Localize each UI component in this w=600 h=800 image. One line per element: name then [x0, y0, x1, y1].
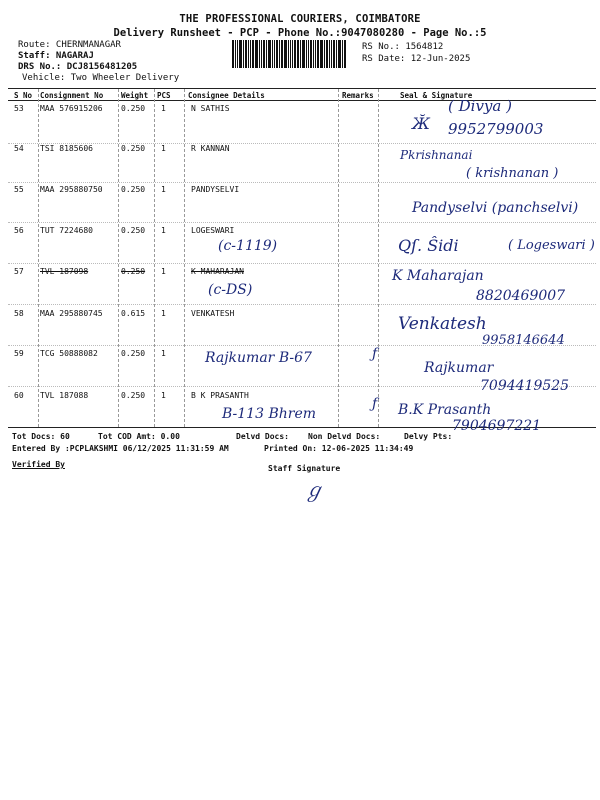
barcode-bar [288, 40, 289, 68]
row-pcs: 1 [161, 349, 166, 358]
row-pcs: 1 [161, 267, 166, 276]
row-divider [8, 143, 596, 144]
barcode-bar [252, 40, 254, 68]
row-weight: 0.250 [121, 144, 146, 153]
row-consignee: R KANNAN [191, 144, 230, 153]
row-sno: 56 [14, 226, 24, 235]
route-label: Route: CHERNMANAGAR [18, 40, 121, 50]
barcode-bar [302, 40, 305, 68]
barcode-bar [290, 40, 291, 68]
row-pcs: 1 [161, 185, 166, 194]
col-header-signature: Seal & Signature [400, 91, 473, 100]
signature-mark: ƒ [372, 396, 378, 412]
row-sno: 54 [14, 144, 24, 153]
handwritten-phone: 7094419525 [480, 378, 570, 394]
barcode-bar [235, 40, 236, 68]
col-sep [154, 89, 155, 427]
signature-mark: Qſ. Ŝidi [398, 236, 459, 255]
barcode-bar [342, 40, 343, 68]
row-consignment: MAA 295880745 [40, 309, 103, 318]
handwritten-phone: 9958146644 [482, 333, 565, 348]
row-pcs: 1 [161, 309, 166, 318]
col-sep [118, 89, 119, 427]
row-consignee: N SATHIS [191, 104, 230, 113]
row-consignee: VENKATESH [191, 309, 235, 318]
handwritten-note: B-113 Bhrem [222, 406, 317, 422]
row-divider [8, 222, 596, 223]
col-header-pcs: PCS [157, 91, 171, 100]
barcode-bar [333, 40, 335, 68]
row-consignment: MAA 576915206 [40, 104, 103, 113]
handwritten-name: ( Logeswari ) [508, 238, 595, 253]
barcode-bar [310, 40, 312, 68]
barcode-bar [281, 40, 283, 68]
barcode-bar [308, 40, 309, 68]
handwritten-phone: 9952799003 [448, 120, 544, 138]
row-consignment: TVL 187088 [40, 391, 89, 400]
barcode-bar [336, 40, 337, 68]
weight-text: 0.250 [121, 267, 146, 276]
barcode-bar [263, 40, 265, 68]
drs-label: DRS No.: DCJ8156481205 [18, 62, 138, 72]
verified-by: Verified By [12, 460, 65, 469]
rs-number: RS No.: 1564812 [362, 42, 444, 52]
row-consignee [191, 267, 244, 276]
row-divider [8, 263, 596, 264]
row-consignee: B K PRASANTH [191, 391, 249, 400]
handwritten-name: Pkrishnanai [400, 148, 473, 162]
barcode-bar [313, 40, 314, 68]
row-sno: 58 [14, 309, 24, 318]
barcode-bar [324, 40, 325, 68]
col-header-remarks: Remarks [342, 91, 374, 100]
barcode-bar [297, 40, 299, 68]
row-weight: 0.250 [121, 104, 146, 113]
row-consignment: TSI 8185606 [40, 144, 93, 153]
vehicle-label: Vehicle: Two Wheeler Delivery [22, 73, 180, 83]
barcode-bar [237, 40, 238, 68]
col-header-sno: S No [14, 91, 33, 100]
company-title: THE PROFESSIONAL COURIERS, COIMBATORE [179, 13, 421, 25]
row-sno: 57 [14, 267, 24, 276]
non-delivered-docs: Non Delvd Docs: [308, 432, 381, 441]
barcode-bar [284, 40, 287, 68]
row-sno: 55 [14, 185, 24, 194]
row-pcs: 1 [161, 144, 166, 153]
printed-on: Printed On: 12-06-2025 11:34:49 [264, 444, 414, 453]
row-sno: 53 [14, 104, 24, 113]
staff-signature-label: Staff Signature [268, 464, 341, 473]
barcode-bar [259, 40, 260, 68]
rs-date: RS Date: 12-Jun-2025 [362, 54, 471, 64]
row-consignee: PANDYSELVI [191, 185, 240, 194]
barcode-bar [266, 40, 267, 68]
handwritten-name: B.K Prasanth [398, 402, 492, 418]
consignment-text: TVL 187098 [40, 267, 89, 276]
barcode-bar [255, 40, 258, 68]
barcode-bar [300, 40, 301, 68]
barcode-bar [250, 40, 251, 68]
col-header-consignee: Consignee Details [188, 91, 265, 100]
barcode-bar [274, 40, 275, 68]
handwritten-phone: 7904697221 [452, 418, 542, 434]
row-weight: 0.615 [121, 309, 146, 318]
entered-by: Entered By :PCPLAKSHMI 06/12/2025 11:31:59 AM [12, 444, 229, 453]
handwritten-note: (c-DS) [208, 282, 253, 298]
col-sep [184, 89, 185, 427]
barcode-bar [329, 40, 330, 68]
delivery-points: Delvy Pts: [404, 432, 453, 441]
barcode-bar [292, 40, 293, 68]
barcode-bar [338, 40, 341, 68]
row-pcs: 1 [161, 104, 166, 113]
barcode-bar [261, 40, 262, 68]
total-cod-amount: Tot COD Amt: 0.00 [98, 432, 180, 441]
handwritten-phone: 8820469007 [476, 288, 566, 304]
barcode-bar [320, 40, 323, 68]
handwritten-note: Rajkumar B-67 [205, 350, 312, 366]
row-sno: 59 [14, 349, 24, 358]
handwritten-name: ( krishnanan ) [466, 166, 559, 181]
row-divider [8, 304, 596, 305]
handwritten-name: Venkatesh [398, 314, 487, 334]
col-sep [338, 89, 339, 427]
row-weight [121, 267, 145, 276]
handwritten-name: ( Divya ) [448, 97, 512, 115]
row-pcs: 1 [161, 391, 166, 400]
barcode-bar [294, 40, 296, 68]
row-weight: 0.250 [121, 349, 146, 358]
handwritten-name: K Maharajan [392, 268, 484, 284]
barcode-bar [245, 40, 247, 68]
delivered-docs: Delvd Docs: [236, 432, 289, 441]
row-divider [8, 182, 596, 183]
table-top-rule [8, 88, 596, 89]
row-weight: 0.250 [121, 391, 146, 400]
barcode-bar [248, 40, 249, 68]
handwritten-name: Pandyselvi (panchselvi) [412, 200, 579, 216]
row-sno: 60 [14, 391, 24, 400]
col-header-consignment: Consignment No [40, 91, 104, 100]
barcode-bar [268, 40, 271, 68]
row-weight: 0.250 [121, 185, 146, 194]
barcode-bar [276, 40, 278, 68]
barcode-image [232, 40, 350, 68]
consignee-text: K MAHARAJAN [191, 267, 244, 276]
runsheet-subtitle: Delivery Runsheet - PCP - Phone No.:9047080280 - Page No.:5 [113, 27, 487, 39]
col-sep [378, 89, 379, 427]
row-consignee: LOGESWARI [191, 226, 235, 235]
barcode-bar [243, 40, 244, 68]
barcode-bar [315, 40, 316, 68]
staff-label: Staff: NAGARAJ [18, 51, 94, 61]
barcode-bar [272, 40, 273, 68]
barcode-bar [239, 40, 242, 68]
barcode-bar [232, 40, 234, 68]
col-sep [38, 89, 39, 427]
barcode-bar [326, 40, 328, 68]
handwritten-name: Rajkumar [424, 360, 494, 376]
barcode-bar [331, 40, 332, 68]
row-weight: 0.250 [121, 226, 146, 235]
col-header-weight: Weight [121, 91, 149, 100]
row-consignment: MAA 295880750 [40, 185, 103, 194]
row-consignment: TUT 7224680 [40, 226, 93, 235]
barcode-bar [306, 40, 307, 68]
signature-mark: ƒ [372, 346, 378, 362]
row-pcs: 1 [161, 226, 166, 235]
staff-signature-mark: ℊ [304, 478, 324, 502]
barcode-bar [279, 40, 280, 68]
barcode-bar [317, 40, 319, 68]
handwritten-note: (c-1119) [218, 238, 278, 254]
row-consignment [40, 267, 88, 276]
signature-mark: Ӂ [412, 114, 430, 133]
barcode-bar [344, 40, 346, 68]
total-docs: Tot Docs: 60 [12, 432, 70, 441]
row-consignment: TCG 50888082 [40, 349, 98, 358]
